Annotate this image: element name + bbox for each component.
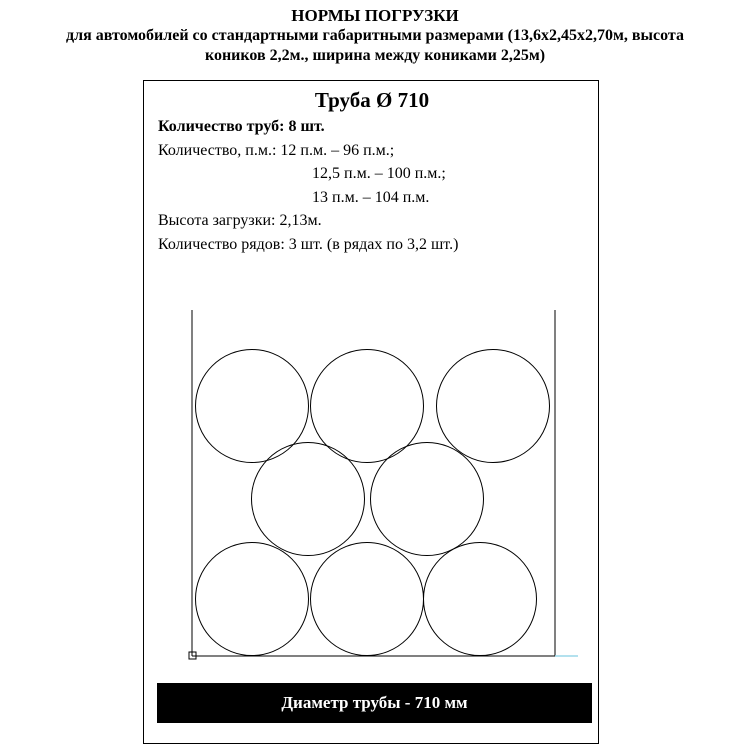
pipe-cross-section [424,543,537,656]
header-subtitle-line-1: для автомобилей со стандартными габаритными размерами (13,6х2,45х2,70м, высота [66,27,684,44]
linear-meters-line-2: 12,5 п.м. – 100 п.м.; [312,165,446,182]
pipe-count-text: Количество труб: 8 шт. [158,118,325,135]
linear-meters-line-1: Количество, п.м.: 12 п.м. – 96 п.м.; [158,141,395,159]
header-subtitle-line-2: коников 2,2м., ширина между кониками 2,25м) [204,47,546,64]
diameter-banner: Диаметр трубы - 710 мм [157,683,592,723]
pipe-cross-section [311,543,424,656]
rows-count-text: Количество рядов: 3 шт. (в рядах по 3,2 шт.) [158,235,459,253]
page-title: НОРМЫ ПОГРУЗКИ [291,6,459,25]
pipe-cross-section [196,350,309,463]
pipe-cross-section [196,543,309,656]
pipe-cross-section [371,443,484,556]
pipes-group [196,350,550,656]
loading-height-text: Высота загрузки: 2,13м. [158,212,322,229]
linear-meters-line-3: 13 п.м. – 104 п.м. [312,188,430,206]
pipe-cross-section [437,350,550,463]
card-title: Труба Ø 710 [314,88,430,112]
